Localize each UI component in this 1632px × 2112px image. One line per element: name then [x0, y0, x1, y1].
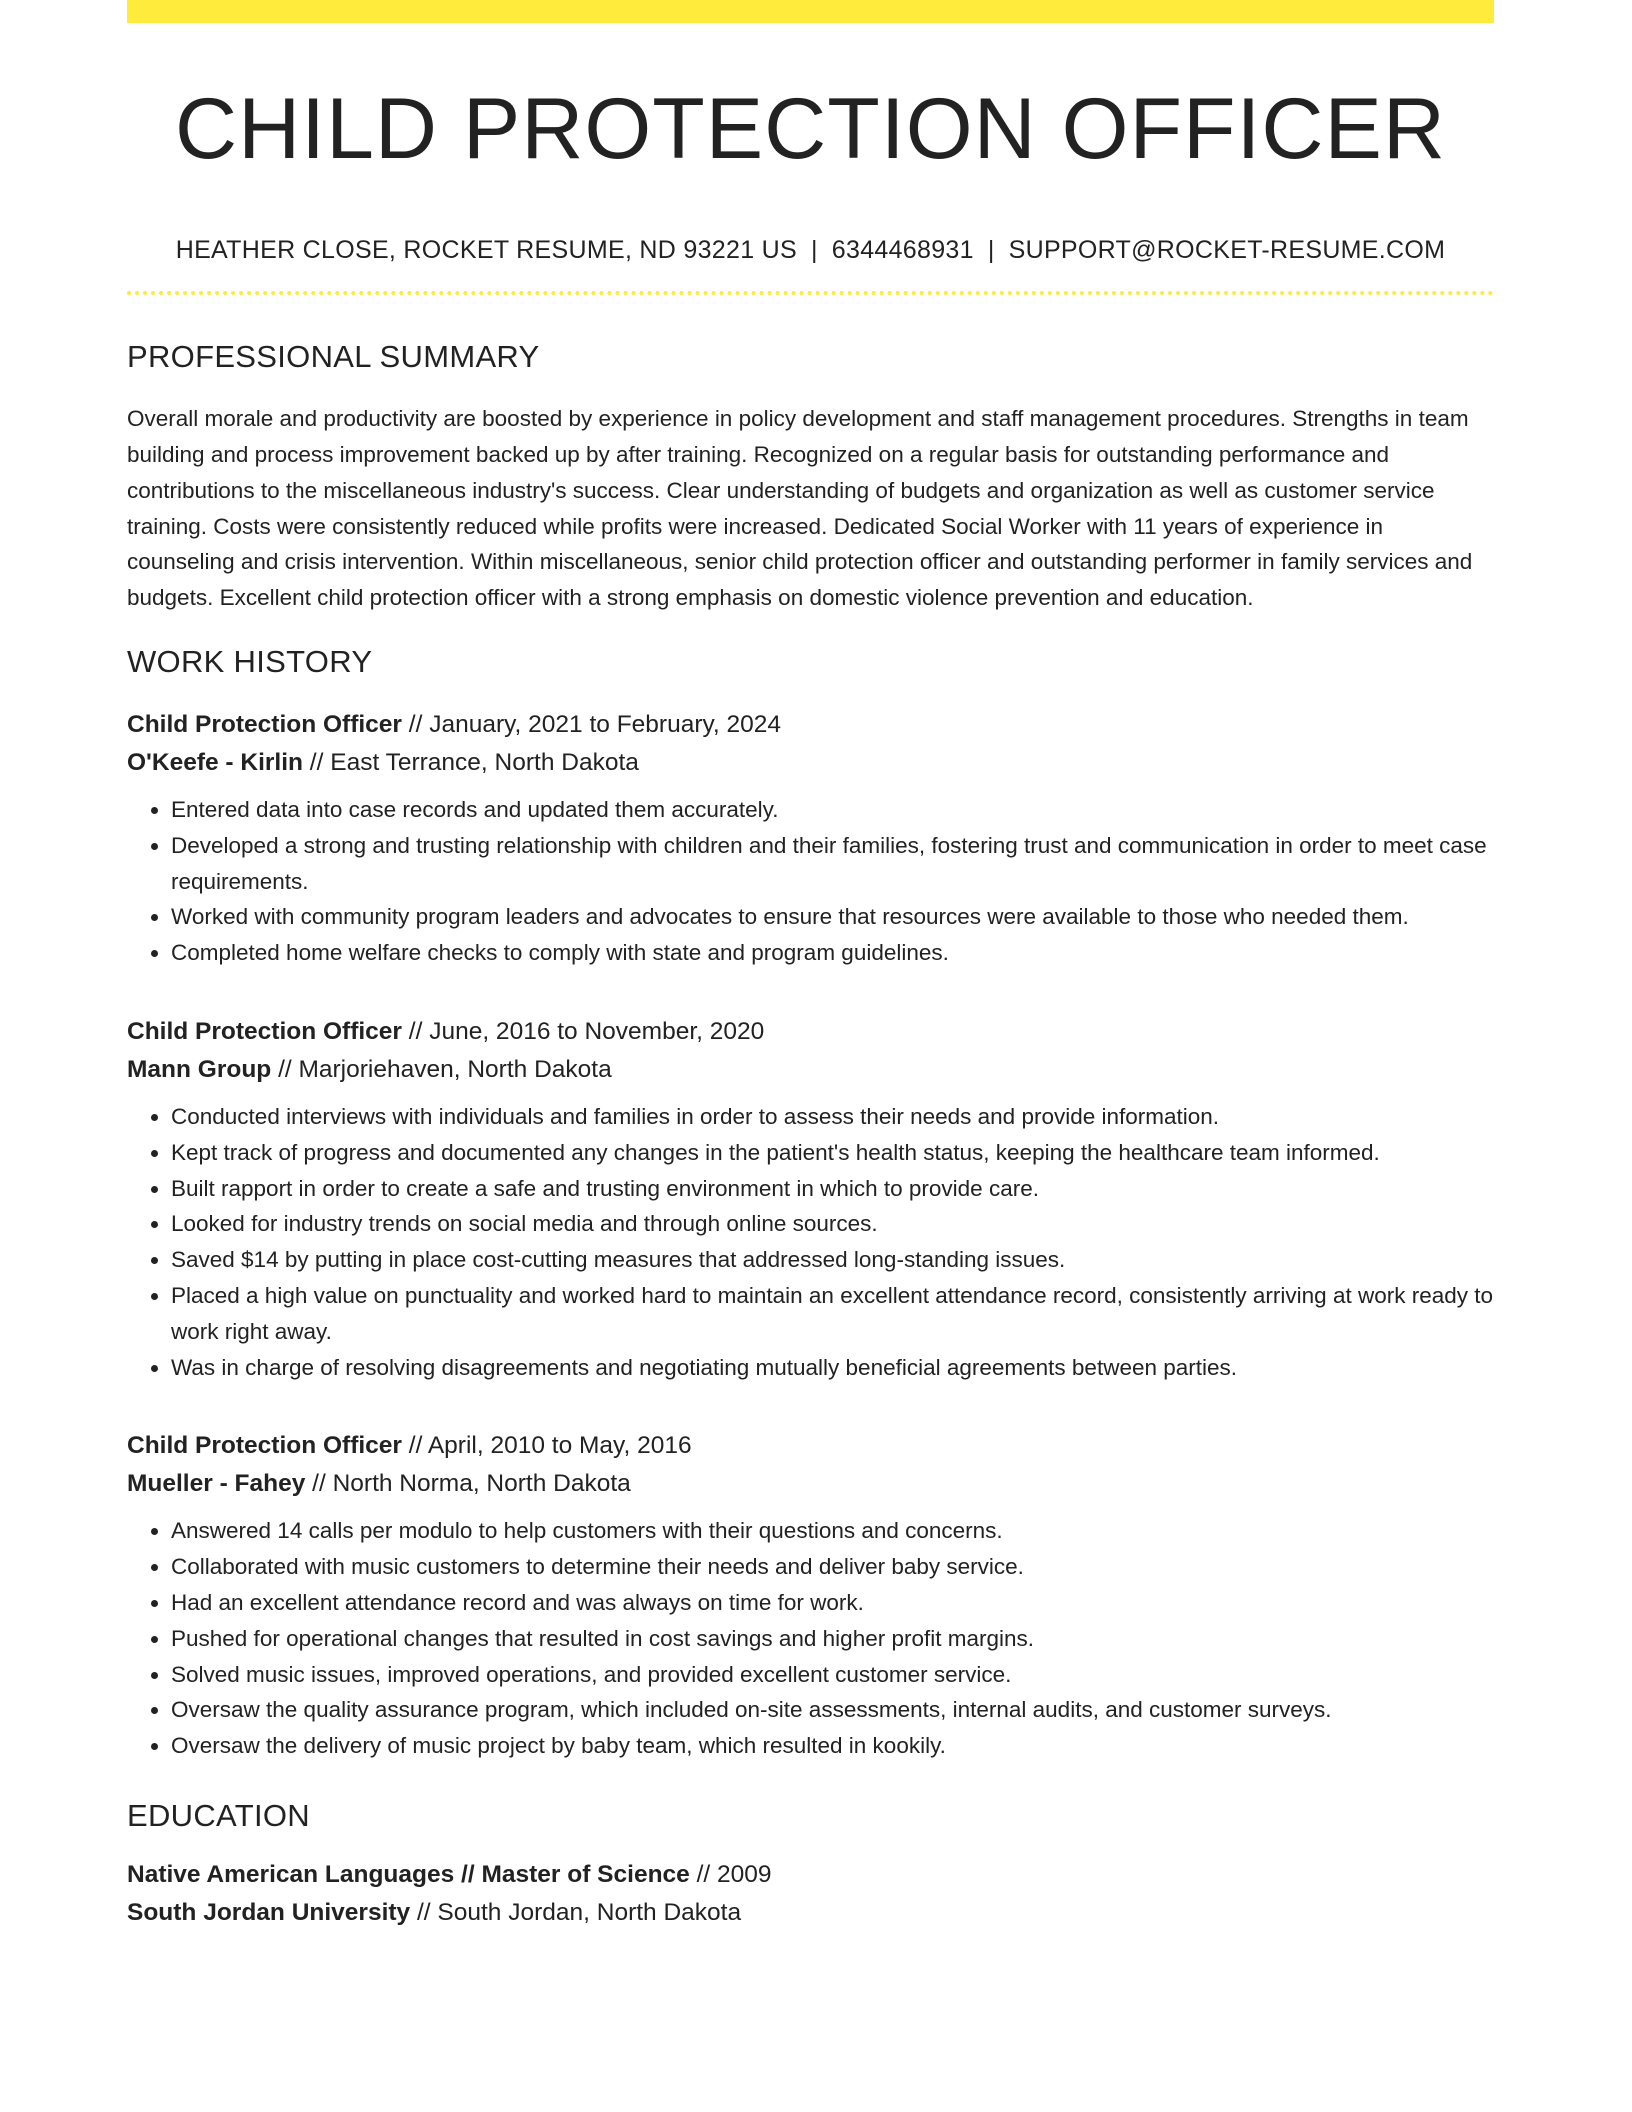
education-entry [127, 1856, 1494, 1932]
contact-email: SUPPORT@ROCKET-RESUME.COM [1008, 236, 1446, 265]
list-item: • Built rapport in order to create a safe and trusting environment in which to provide care. [171, 1171, 1494, 1207]
list-item: • Completed home welfare checks to comply with state and program guidelines. [171, 935, 1494, 971]
contact-line [127, 236, 1494, 265]
job-company-line [127, 744, 1494, 782]
list-item: • Collaborated with music customers to determine their needs and deliver baby service. [171, 1549, 1494, 1585]
list-item: • Looked for industry trends on social media and through online sources. [171, 1206, 1494, 1242]
job-bullets [127, 792, 1494, 971]
list-item: • Conducted interviews with individuals and families in order to assess their needs and provide information. [171, 1099, 1494, 1135]
contact-separator: | [810, 236, 818, 265]
list-item: • Entered data into case records and updated them accurately. [171, 792, 1494, 828]
education-heading: EDUCATION [127, 1797, 310, 1833]
list-item: • Answered 14 calls per modulo to help customers with their questions and concerns. [171, 1513, 1494, 1549]
list-item: • Placed a high value on punctuality and worked hard to maintain an excellent attendance record, consistently arriving at work ready to work right away. [171, 1278, 1494, 1350]
contact-address: HEATHER CLOSE, ROCKET RESUME, ND 93221 US [175, 236, 797, 265]
education-location: // South Jordan, North Dakota [410, 1898, 742, 1926]
job-title: Child Protection Officer [127, 710, 402, 738]
job-dates: // April, 2010 to May, 2016 [401, 1432, 692, 1460]
job-title: Child Protection Officer [127, 1017, 402, 1045]
list-item: • Was in charge of resolving disagreements and negotiating mutually beneficial agreements between parties. [171, 1350, 1494, 1386]
job-entry-3 [127, 1427, 1494, 1764]
job-location: // East Terrance, North Dakota [303, 748, 639, 776]
contact-phone: 6344468931 [831, 236, 974, 265]
work-history-heading: WORK HISTORY [127, 643, 373, 679]
contact-separator: | [987, 236, 995, 265]
education-year: // 2009 [689, 1860, 772, 1888]
list-item: • Kept track of progress and documented any changes in the patient's health status, keeping the healthcare team informed. [171, 1135, 1494, 1171]
summary-heading: PROFESSIONAL SUMMARY [127, 339, 540, 375]
job-title: Child Protection Officer [127, 1432, 402, 1460]
job-bullets [127, 1513, 1494, 1764]
list-item: • Oversaw the delivery of music project by baby team, which resulted in kookily. [171, 1728, 1494, 1764]
summary-text: Overall morale and productivity are boosted by experience in policy development and staff management procedures. Strengths in team building and process improvement backed up by after training. Recognized on a regular basis for outstanding performance and contributions to the miscellaneous industry's success. Clear understanding of budgets and organization as well as customer service training. Costs were consistently reduced while profits were increased. Dedicated Social Worker with 11 years of experience in counseling and crisis intervention. Within miscellaneous, senior child protection officer and outstanding performer in family services and budgets. Excellent child protection officer with a strong emphasis on domestic violence prevention and education. [127, 406, 1473, 611]
job-entry-2 [127, 1013, 1494, 1385]
list-item: • Solved music issues, improved operations, and provided excellent customer service. [171, 1657, 1494, 1693]
job-entry-1 [127, 706, 1494, 971]
job-company-line [127, 1465, 1494, 1503]
resume-content [127, 0, 1494, 1932]
education-school: South Jordan University [127, 1898, 411, 1926]
job-title-line [127, 706, 1494, 744]
page-title: CHILD PROTECTION OFFICER [174, 81, 1447, 177]
education-degree-line [127, 1856, 1494, 1894]
job-company: O'Keefe - Kirlin [127, 748, 303, 776]
job-title-line [127, 1013, 1494, 1051]
job-bullets [127, 1099, 1494, 1385]
job-location: // North Norma, North Dakota [305, 1470, 631, 1498]
job-title-line [127, 1427, 1494, 1465]
job-dates: // June, 2016 to November, 2020 [401, 1017, 765, 1045]
job-company: Mann Group [127, 1055, 272, 1083]
list-item: • Saved $14 by putting in place cost-cutting measures that addressed long-standing issues. [171, 1242, 1494, 1278]
education-school-line [127, 1894, 1494, 1932]
education-degree: Native American Languages // Master of Science [127, 1860, 690, 1888]
list-item: • Developed a strong and trusting relationship with children and their families, fostering trust and communication in order to meet case requirements. [171, 828, 1494, 900]
job-dates: // January, 2021 to February, 2024 [401, 710, 782, 738]
job-location: // Marjoriehaven, North Dakota [271, 1055, 612, 1083]
list-item: • Oversaw the quality assurance program, which included on-site assessments, internal audits, and customer surveys. [171, 1692, 1494, 1728]
list-item: • Worked with community program leaders and advocates to ensure that resources were available to those who needed them. [171, 899, 1494, 935]
list-item: • Pushed for operational changes that resulted in cost savings and higher profit margins. [171, 1621, 1494, 1657]
dotted-divider [127, 291, 1494, 295]
job-company-line [127, 1051, 1494, 1089]
list-item: • Had an excellent attendance record and was always on time for work. [171, 1585, 1494, 1621]
job-company: Mueller - Fahey [127, 1470, 306, 1498]
